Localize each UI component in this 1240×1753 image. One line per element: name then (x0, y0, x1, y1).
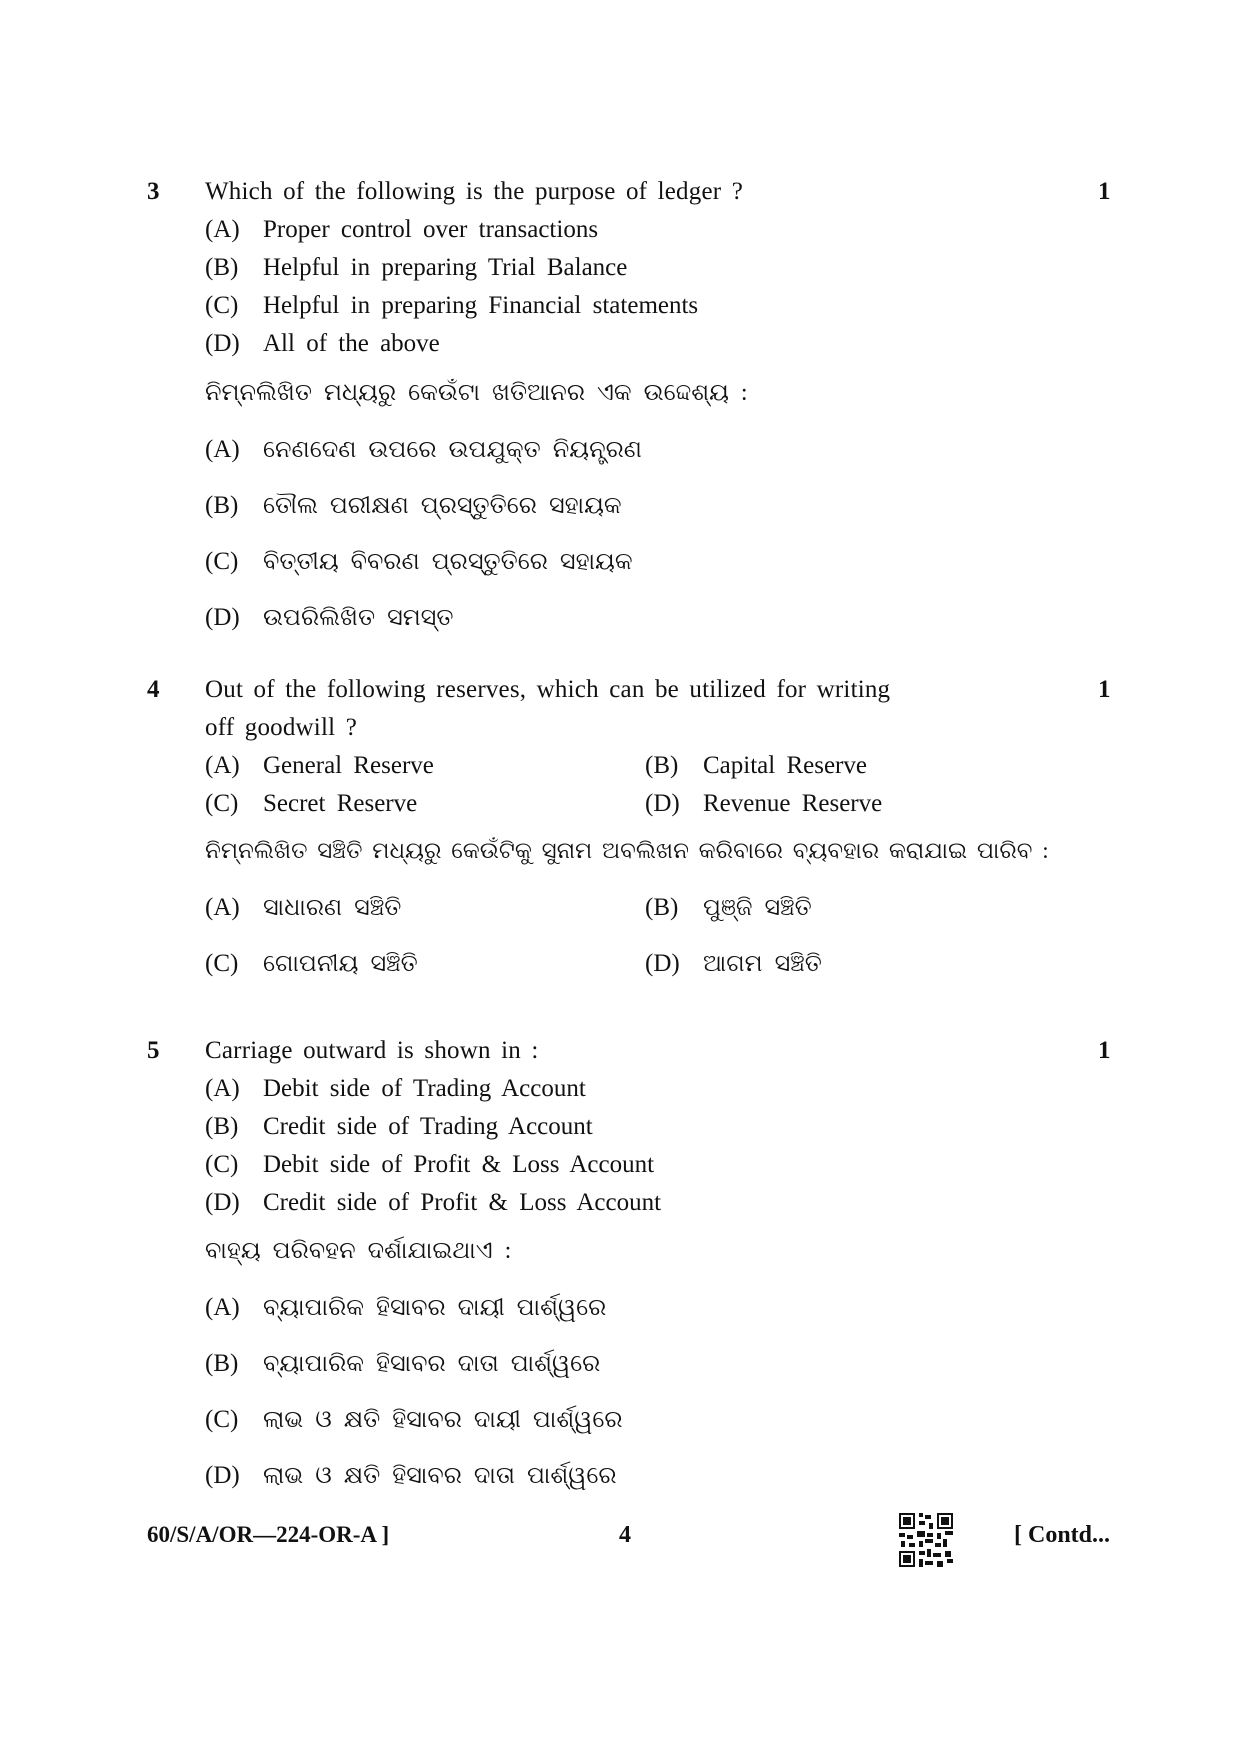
option-d-od: (D) ଉପରିଲିଖିତ ସମସ୍ତ (205, 604, 454, 631)
question-text-odia: ନିମ୍ନଲିଖିତ ମଧ୍ୟରୁ କେଉଁଟା ଖତିଆନର ଏକ ଉଦ୍ଦେଶ୍ୟ : (205, 380, 748, 406)
option-d-en: (D) All of the above (205, 330, 440, 357)
option-c-od: (C) ଲାଭ ଓ କ୍ଷତି ହିସାବର ଦାୟୀ ପାର୍ଶ୍ୱରେ (205, 1406, 623, 1433)
question-text: Carriage outward is shown in : (205, 1037, 539, 1064)
question-number: 3 (147, 178, 160, 205)
option-a-od: (A) ସାଧାରଣ ସଞ୍ଚିତି (205, 894, 402, 921)
option-a-en: (A) Proper control over transactions (205, 216, 599, 243)
option-c-od: (C) ଗୋପନୀୟ ସଞ୍ଚିତି (205, 950, 418, 977)
option-c-od: (C) ବିତ୍ତୀୟ ବିବରଣ ପ୍ରସ୍ତୁତିରେ ସହାୟକ (205, 548, 633, 575)
question-text-line1: Out of the following reserves, which can be utilized for writing (205, 676, 891, 703)
question-text-odia: ନିମ୍ନଲିଖିତ ସଞ୍ଚିତି ମଧ୍ୟରୁ କେଉଁଟିକୁ ସୁନାମ ଅବଲିଖନ କରିବାରେ ବ୍ୟବହାର କରାଯାଇ ପାରିବ : (205, 838, 1049, 863)
option-b-od: (B) ତୌଲ ପରୀକ୍ଷଣ ପ୍ରସ୍ତୁତିରେ ସହାୟକ (205, 492, 622, 519)
page-number: 4 (619, 1522, 631, 1548)
option-c-en: (C) Helpful in preparing Financial statements (205, 292, 699, 319)
question-marks: 1 (1098, 676, 1111, 703)
option-a-od: (A) ନେଣଦେଣ ଉପରେ ଉପଯୁକ୍ତ ନିୟନ୍ତ୍ରଣ (205, 436, 642, 463)
option-b-od: (B) ପୁଞ୍ଜି ସଞ୍ଚିତି (645, 894, 812, 921)
paper-code: 60/S/A/OR—224-OR-A ] (147, 1522, 390, 1547)
question-marks: 1 (1098, 178, 1111, 205)
question-number: 4 (147, 676, 160, 703)
option-c-en: (C) Secret Reserve (205, 790, 418, 817)
question-text-odia: ବାହ୍ୟ ପରିବହନ ଦର୍ଶାଯାଇଥାଏ : (205, 1238, 512, 1264)
question-number: 5 (147, 1037, 160, 1064)
question-text: Which of the following is the purpose of ledger ? (205, 178, 744, 205)
continued-label: [ Contd... (1014, 1522, 1111, 1548)
option-a-en: (A) General Reserve (205, 752, 434, 779)
qr-code-icon (899, 1513, 953, 1567)
option-b-en: (B) Helpful in preparing Trial Balance (205, 254, 628, 281)
option-b-en: (B) Capital Reserve (645, 752, 867, 779)
option-a-od: (A) ବ୍ୟାପାରିକ ହିସାବର ଦାୟୀ ପାର୍ଶ୍ୱରେ (205, 1294, 607, 1321)
option-d-od: (D) ଆଗମ ସଞ୍ଚିତି (645, 950, 822, 977)
option-d-en: (D) Revenue Reserve (645, 790, 883, 817)
option-b-en: (B) Credit side of Trading Account (205, 1113, 593, 1140)
option-a-en: (A) Debit side of Trading Account (205, 1075, 586, 1102)
option-d-od: (D) ଲାଭ ଓ କ୍ଷତି ହିସାବର ଦାତା ପାର୍ଶ୍ୱରେ (205, 1462, 617, 1489)
option-d-en: (D) Credit side of Profit & Loss Account (205, 1189, 662, 1216)
question-marks: 1 (1098, 1037, 1111, 1064)
option-b-od: (B) ବ୍ୟାପାରିକ ହିସାବର ଦାତା ପାର୍ଶ୍ୱରେ (205, 1350, 601, 1377)
option-c-en: (C) Debit side of Profit & Loss Account (205, 1151, 655, 1178)
question-text-line2: off goodwill ? (205, 714, 357, 741)
